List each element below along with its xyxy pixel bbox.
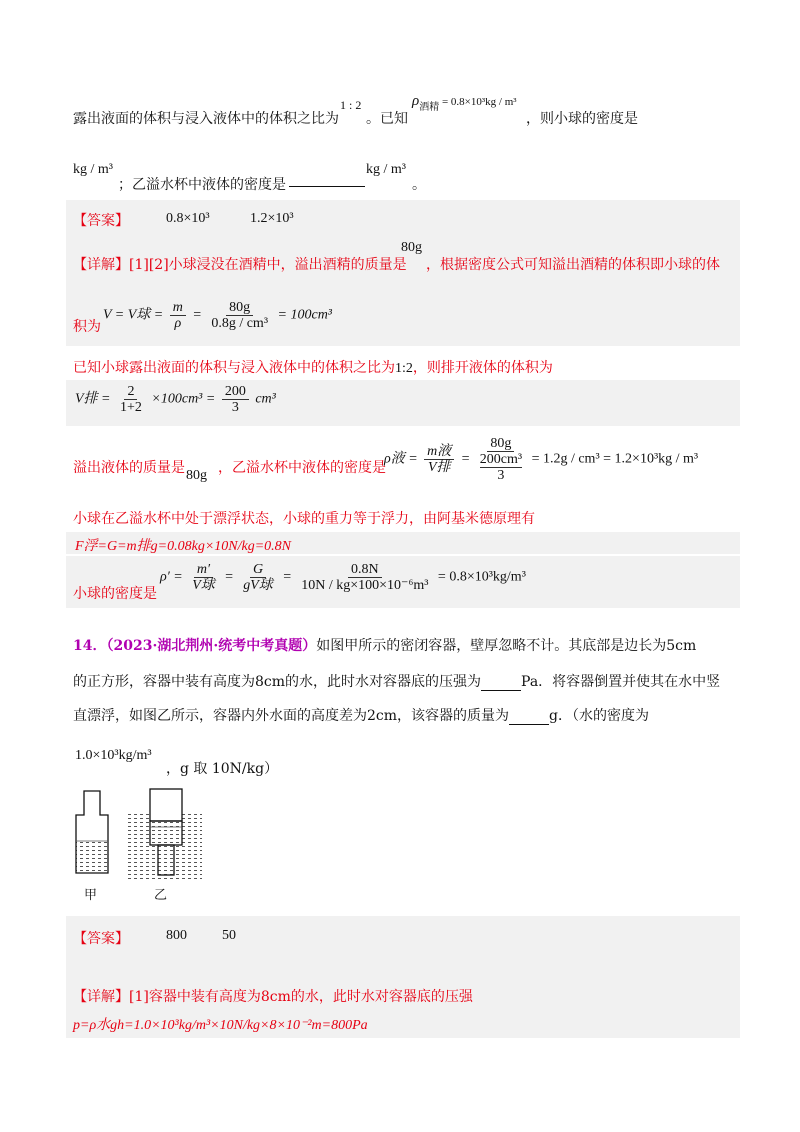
detail-text-5b: ，乙溢水杯中液体的密度是 xyxy=(218,460,386,476)
detail-text-1: [1][2]小球浸没在酒精中，溢出酒精的质量是 xyxy=(129,257,407,273)
fraction xyxy=(222,384,249,415)
question-14-line1 xyxy=(73,635,696,655)
detail-text-3a: 已知小球露出液面的体积与浸入液体中的体积之比为 xyxy=(73,360,395,376)
alcohol-density-formula xyxy=(412,93,517,113)
detail-text-5a: 溢出液体的质量是 xyxy=(73,460,185,476)
q13-text-b: 。已知 xyxy=(366,111,408,127)
fraction-num: 2 xyxy=(124,384,137,400)
eq-lhs: ρ液 = xyxy=(384,451,418,467)
q13-ratio: 1 : 2 xyxy=(340,98,362,112)
liquid-density-equation xyxy=(384,436,698,483)
fraction xyxy=(170,300,186,331)
eq-sign: = xyxy=(192,307,202,323)
figure-label-jia: 甲 xyxy=(84,888,98,903)
answer-blank xyxy=(481,676,521,691)
detail-text-2a: 积为 xyxy=(73,319,101,335)
figure-yi-container xyxy=(126,789,202,881)
answer-value-2: 50 xyxy=(222,928,236,943)
figure-label-yi: 乙 xyxy=(154,888,168,903)
fraction xyxy=(298,562,431,593)
rho-value: = 0.8×10³kg / m³ xyxy=(441,96,517,108)
nested-num: 200cm³ xyxy=(479,452,523,467)
ratio-value: 1:2 xyxy=(395,361,413,376)
fraction-num: 80g xyxy=(226,300,253,316)
fraction-den: ρ xyxy=(174,316,182,331)
eq-result: = 1.2g / cm³ = 1.2×10³kg / m³ xyxy=(531,451,699,467)
detail-text-6: 小球在乙溢水杯中处于漂浮状态，小球的重力等于浮力，由阿基米德原理有 xyxy=(73,511,535,527)
rho-subscript: 酒精 xyxy=(419,102,440,113)
detail-label: 【详解】 xyxy=(73,989,129,1005)
container-figure xyxy=(68,785,218,897)
q13-text-line2: ；乙溢水杯中液体的密度是 xyxy=(118,177,286,193)
eq-unit: cm³ xyxy=(255,391,276,407)
question-text-2a: 的正方形，容器中装有高度为8cm的水，此时水对容器底的压强为 xyxy=(73,674,482,690)
water-density: 1.0×10³kg/m³ xyxy=(75,748,152,763)
ball-density-equation xyxy=(160,562,526,593)
fraction-num: G xyxy=(250,562,266,578)
eq-result: = 100cm³ xyxy=(277,307,332,323)
eq-result: = 0.8×10³kg/m³ xyxy=(437,569,526,585)
fraction-num: 0.8N xyxy=(348,562,382,578)
eq-sign: = xyxy=(282,569,292,585)
pressure-equation: p=ρ水gh=1.0×10³kg/m³×10N/kg×8×10⁻²m=800Pa xyxy=(73,1018,368,1033)
fraction-den: V球 xyxy=(192,578,215,593)
fraction-num: m xyxy=(170,300,186,316)
fraction-den: 0.8g / cm³ xyxy=(211,316,269,331)
detail-text-1b: ，根据密度公式可知溢出酒精的体积即小球的体 xyxy=(426,257,720,273)
detail-text: [1]容器中装有高度为8cm的水，此时水对容器底的压强 xyxy=(129,989,473,1005)
figure-jia-container xyxy=(76,791,108,873)
answer-label: 【答案】 xyxy=(73,213,129,229)
detail-text-8a: 小球的密度是 xyxy=(73,586,157,602)
question-text-4b: ，g 取 10N/kg） xyxy=(166,761,279,777)
fraction-num: 80g xyxy=(487,436,514,452)
q13-text-c: ，则小球的密度是 xyxy=(526,111,638,127)
detail-text-3 xyxy=(73,357,553,377)
eq-lhs: ρ′ = xyxy=(160,569,183,585)
fraction xyxy=(424,444,454,475)
answer-value-1: 0.8×10³ xyxy=(166,211,210,226)
answer-blank xyxy=(289,172,365,187)
eq-lhs: V = V球 = xyxy=(103,307,164,323)
buoyancy-equation: F浮=G=m排g=0.08kg×10N/kg=0.8N xyxy=(75,539,292,554)
eq-sign: = xyxy=(224,569,234,585)
answer-label: 【答案】 xyxy=(73,931,129,947)
question-14-line2 xyxy=(73,671,720,691)
fraction-den: 3 xyxy=(231,400,239,415)
fraction-den xyxy=(477,452,525,483)
eq-sign: = xyxy=(460,451,471,467)
rho-symbol: ρ xyxy=(412,93,420,109)
fraction xyxy=(189,562,218,593)
answer-blank xyxy=(509,710,549,725)
mass-value: 80g xyxy=(401,240,422,255)
displaced-volume-equation xyxy=(75,384,276,415)
fraction-num: m液 xyxy=(424,444,454,460)
eq-mid: ×100cm³ = xyxy=(151,391,216,407)
detail-text-3b: ，则排开液体的体积为 xyxy=(412,360,553,376)
answer-value-1: 800 xyxy=(166,928,187,943)
fraction xyxy=(477,436,525,483)
nested-den: 3 xyxy=(497,468,505,483)
question-text-3b: g．（水的密度为 xyxy=(549,708,649,724)
fraction-num: m′ xyxy=(194,562,213,578)
fraction-num: 200 xyxy=(222,384,249,400)
question-13-line1 xyxy=(73,108,339,128)
detail-line-1 xyxy=(73,254,407,274)
question-14-line3 xyxy=(73,705,649,725)
fraction-den: gV球 xyxy=(243,578,273,593)
q13-unit-2: kg / m³ xyxy=(366,162,406,177)
answer-value-2: 1.2×10³ xyxy=(250,211,294,226)
eq-lhs: V排 = xyxy=(75,391,111,407)
question-text-3a: 直漂浮，如图乙所示，容器内外水面的高度差为2cm，该容器的质量为 xyxy=(73,708,510,724)
question-text-1: 如图甲所示的密闭容器，壁厚忽略不计。其底部是边长为5cm xyxy=(316,638,697,654)
fraction-den: V排 xyxy=(427,460,451,475)
detail-14-line1 xyxy=(73,986,473,1006)
fraction-den: 1+2 xyxy=(120,400,142,415)
question-number: 14． xyxy=(73,638,107,654)
fraction xyxy=(240,562,276,593)
detail-label: 【详解】 xyxy=(73,257,129,273)
q13-text-a: 露出液面的体积与浸入液体中的体积之比为 xyxy=(73,111,339,127)
volume-equation xyxy=(103,300,332,331)
question-text-2b: Pa．将容器倒置并使其在水中竖 xyxy=(521,674,721,690)
q13-text-end: 。 xyxy=(412,177,426,193)
fraction xyxy=(208,300,271,331)
q13-unit-1: kg / m³ xyxy=(73,162,113,177)
fraction xyxy=(117,384,145,415)
question-source: （2023·湖北荆州·统考中考真题） xyxy=(106,638,317,654)
overflow-mass: 80g xyxy=(186,468,207,483)
fraction-den: 10N / kg×100×10⁻⁶m³ xyxy=(301,578,429,593)
